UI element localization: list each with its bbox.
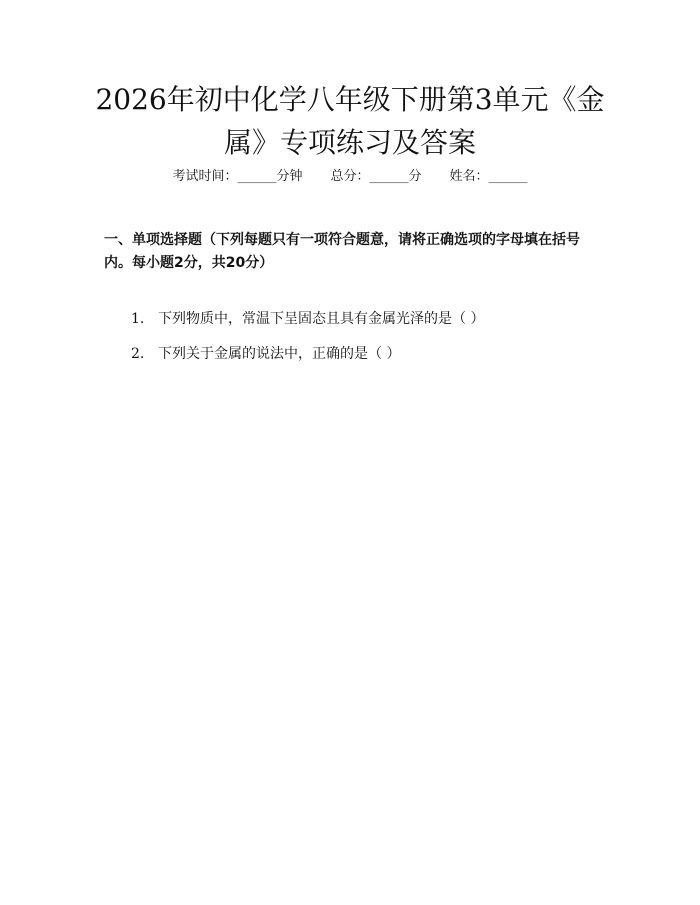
exam-time-field: 考试时间：______分钟 [172, 169, 303, 184]
question-1 [131, 309, 484, 329]
student-name-field: 姓名：______ [449, 169, 528, 184]
question-text: 下列关于金属的说法中，正确的是（ ） [158, 346, 401, 362]
question-2 [131, 344, 400, 364]
section-heading-line-2: 内。每小题2分，共20分） [104, 255, 274, 271]
title-line-1: 2026年初中化学八年级下册第3单元《金 [95, 83, 605, 116]
title-line-2: 属》专项练习及答案 [223, 126, 476, 159]
section-heading-line-1: 一、单项选择题（下列每题只有一项符合题意，请将正确选项的字母填在括号 [104, 232, 580, 248]
section-heading [104, 229, 604, 275]
question-number: 1. [131, 311, 145, 327]
question-text: 下列物质中，常温下呈固态且具有金属光泽的是（ ） [158, 311, 485, 327]
question-number: 2. [131, 346, 145, 362]
document-title [60, 78, 640, 164]
exam-info [0, 167, 700, 187]
total-score-field: 总分：______分 [330, 169, 422, 184]
